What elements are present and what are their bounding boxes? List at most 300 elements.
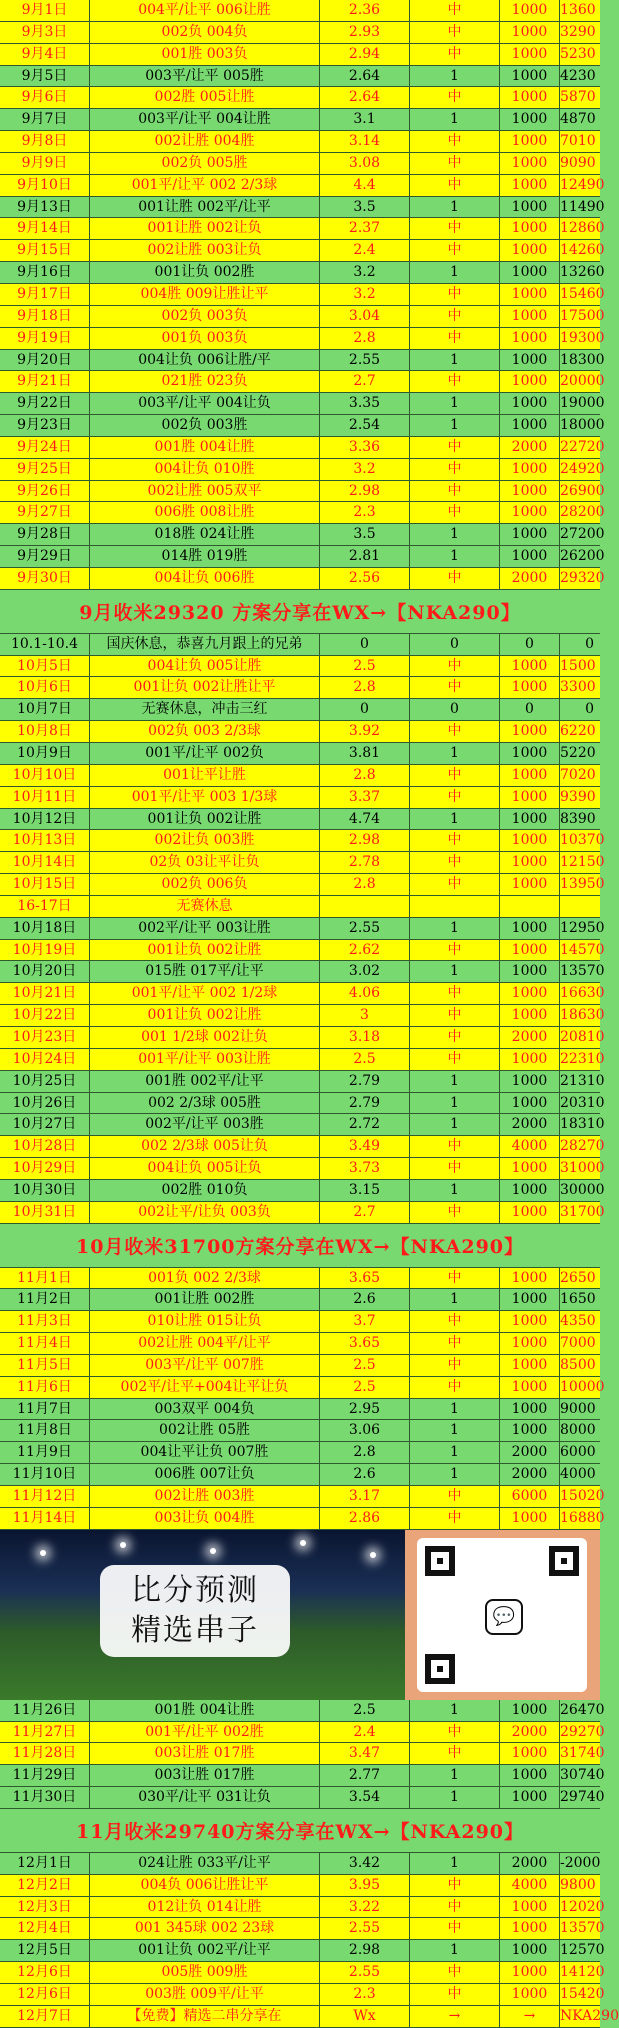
stake-cell: 1000: [500, 656, 560, 677]
odds-cell: 3.37: [320, 787, 410, 808]
table-row: [0, 1333, 600, 1355]
odds-cell: 3.54: [320, 1787, 410, 1808]
odds-cell: 3.49: [320, 1136, 410, 1157]
result-cell: 中: [410, 852, 500, 873]
table-row: [0, 524, 605, 546]
odds-cell: 2.81: [320, 546, 410, 567]
odds-cell: 3.5: [320, 524, 410, 545]
result-cell: 中: [410, 1311, 500, 1332]
balance-cell: 6220: [560, 723, 596, 740]
stake-cell: 1000: [500, 1787, 560, 1808]
balance-cell: 12020: [560, 1898, 605, 1915]
stake-cell: 1000: [500, 1355, 560, 1376]
result-cell: 中: [410, 328, 500, 349]
table-row: [0, 1114, 605, 1136]
table-row: [0, 1136, 605, 1158]
balance-cell: 5220: [560, 745, 596, 761]
picks-cell: 010让胜 015让负: [90, 1311, 320, 1332]
balance-cell: 9000: [560, 1400, 596, 1417]
stake-cell: 1000: [500, 961, 560, 982]
odds-cell: 2.4: [320, 240, 410, 261]
picks-cell: 001让负 002让胜让平: [90, 677, 320, 698]
picks-cell: 002让胜 05胜: [90, 1420, 320, 1441]
date-cell: 11月27日: [0, 1722, 90, 1743]
balance-cell: 15020: [560, 1488, 605, 1504]
result-cell: 中: [410, 1875, 500, 1896]
balance-cell: 7020: [560, 766, 596, 783]
table-row: [0, 1984, 605, 2006]
stake-cell: 1000: [500, 1940, 560, 1961]
qr-finder: [425, 1654, 455, 1684]
odds-cell: 3.81: [320, 743, 410, 764]
picks-cell: 002胜 005让胜: [90, 87, 320, 108]
table-row: [0, 677, 600, 699]
date-cell: 12月6日: [0, 1984, 90, 2005]
result-cell: 中: [410, 1377, 500, 1398]
result-cell: 中: [410, 874, 500, 895]
balance-cell: 13570: [560, 963, 605, 980]
stake-cell: 1000: [500, 787, 560, 808]
date-cell: 10月5日: [0, 656, 90, 677]
table-row: [0, 830, 605, 852]
picks-cell: 001胜 004让胜: [90, 437, 320, 458]
balance-cell: 19300: [560, 329, 605, 346]
picks-cell: 030平/让平 031让负: [90, 1787, 320, 1808]
balance-cell: 4230: [560, 67, 596, 84]
picks-cell: 004让平让负 007胜: [90, 1442, 320, 1463]
odds-cell: 2.54: [320, 415, 410, 436]
stake-cell: 1000: [500, 240, 560, 261]
stake-cell: 0: [500, 634, 560, 655]
picks-cell: 001让负 002让胜: [90, 1005, 320, 1026]
stake-cell: 1000: [500, 131, 560, 152]
picks-cell: 012让负 014让胜: [90, 1897, 320, 1918]
date-cell: 11月10日: [0, 1464, 90, 1485]
result-cell: 中: [410, 459, 500, 480]
date-cell: 10月28日: [0, 1136, 90, 1157]
table-row: [0, 1399, 600, 1421]
result-cell: 1: [410, 1093, 500, 1114]
result-cell: 中: [410, 131, 500, 152]
balance-cell: 3300: [560, 679, 596, 696]
balance-cell: 24920: [560, 460, 605, 477]
table-row: [0, 1700, 605, 1722]
picks-cell: 002让胜 003让负: [90, 240, 320, 261]
odds-cell: 2.98: [320, 481, 410, 502]
table-row: [0, 328, 605, 350]
stake-cell: 1000: [500, 1268, 560, 1289]
odds-cell: 2.55: [320, 350, 410, 371]
balance-cell: 29320: [560, 569, 605, 586]
odds-cell: 4.74: [320, 809, 410, 830]
picks-cell: 003平/让平 004让胜: [90, 109, 320, 130]
result-cell: 中: [410, 1049, 500, 1070]
date-cell: 11月29日: [0, 1765, 90, 1786]
stake-cell: 1000: [500, 153, 560, 174]
result-cell: 中: [410, 371, 500, 392]
odds-cell: 3.06: [320, 1420, 410, 1441]
date-cell: 12月4日: [0, 1918, 90, 1939]
balance-cell: 16630: [560, 985, 605, 1002]
stake-cell: 1000: [500, 940, 560, 961]
picks-cell: 003让负 004胜: [90, 1508, 320, 1529]
odds-cell: 2.56: [320, 568, 410, 589]
table-row: [0, 634, 600, 656]
stake-cell: 1000: [500, 677, 560, 698]
table-row: [0, 918, 605, 940]
odds-cell: 2.79: [320, 1093, 410, 1114]
date-cell: 9月21日: [0, 371, 90, 392]
odds-cell: 2.8: [320, 1442, 410, 1463]
picks-cell: 001让胜 002让负: [90, 218, 320, 239]
odds-cell: 2.3: [320, 502, 410, 523]
date-cell: 10月14日: [0, 852, 90, 873]
date-cell: 9月26日: [0, 481, 90, 502]
result-cell: 中: [410, 1136, 500, 1157]
odds-cell: 3.36: [320, 437, 410, 458]
table-row: [0, 1420, 600, 1442]
odds-cell: 2.8: [320, 765, 410, 786]
table-row: [0, 1311, 600, 1333]
date-cell: 10月29日: [0, 1158, 90, 1179]
table-row: [0, 1268, 600, 1290]
picks-cell: 002负 003 2/3球: [90, 721, 320, 742]
balance-cell: 14570: [560, 941, 605, 958]
table-row: [0, 1875, 600, 1897]
odds-cell: 2.8: [320, 874, 410, 895]
picks-cell: 001 1/2球 002让负: [90, 1027, 320, 1048]
date-cell: 10月25日: [0, 1071, 90, 1092]
result-cell: 中: [410, 437, 500, 458]
stake-cell: 1000: [500, 1918, 560, 1939]
september-table: [0, 0, 605, 590]
table-row: [0, 262, 605, 284]
date-cell: 11月28日: [0, 1743, 90, 1764]
balance-cell: 4350: [560, 1313, 596, 1330]
result-cell: 1: [410, 1289, 500, 1310]
odds-cell: 4.06: [320, 983, 410, 1004]
table-row: [0, 197, 605, 219]
result-cell: 中: [410, 1897, 500, 1918]
date-cell: 9月16日: [0, 262, 90, 283]
stake-cell: 1000: [500, 1399, 560, 1420]
table-row: [0, 546, 605, 568]
date-cell: 11月5日: [0, 1355, 90, 1376]
stake-cell: 1000: [500, 983, 560, 1004]
balance-cell: 14120: [560, 1964, 605, 1981]
balance-cell: 1360: [560, 2, 596, 18]
balance-cell: 1500: [560, 657, 596, 674]
odds-cell: 2.98: [320, 1940, 410, 1961]
picks-cell: 003让胜 017胜: [90, 1765, 320, 1786]
balance-cell: 13260: [560, 264, 605, 281]
result-cell: 1: [410, 1853, 500, 1874]
table-row: [0, 1071, 605, 1093]
picks-cell: 004让负 005让负: [90, 1158, 320, 1179]
odds-cell: 3.2: [320, 262, 410, 283]
picks-cell: 002平/让平+004让平让负: [90, 1377, 320, 1398]
table-row: [0, 306, 605, 328]
date-cell: 9月10日: [0, 175, 90, 196]
result-cell: 中: [410, 1027, 500, 1048]
date-cell: 9月30日: [0, 568, 90, 589]
result-cell: 中: [410, 284, 500, 305]
date-cell: 9月15日: [0, 240, 90, 261]
odds-cell: 2.79: [320, 1071, 410, 1092]
balance-cell: 22720: [560, 438, 605, 455]
balance-cell: 26900: [560, 482, 605, 499]
table-row: [0, 350, 605, 372]
stake-cell: 2000: [500, 1722, 560, 1743]
date-cell: 9月1日: [0, 0, 90, 21]
stake-cell: 1000: [500, 852, 560, 873]
balance-cell: 30740: [560, 1767, 605, 1784]
stake-cell: 1000: [500, 0, 560, 21]
balance-cell: [560, 896, 600, 917]
picks-cell: 001负 002 2/3球: [90, 1268, 320, 1289]
result-cell: 中: [410, 1268, 500, 1289]
date-cell: 9月17日: [0, 284, 90, 305]
date-cell: 11月7日: [0, 1399, 90, 1420]
date-cell: 10月30日: [0, 1180, 90, 1201]
result-cell: 中: [410, 240, 500, 261]
balance-cell: 10000: [560, 1378, 605, 1395]
picks-cell: 004让负 005让胜: [90, 656, 320, 677]
date-cell: 9月9日: [0, 153, 90, 174]
odds-cell: 2.55: [320, 1962, 410, 1983]
table-row: [0, 961, 605, 983]
picks-cell: 001让负 002让胜: [90, 940, 320, 961]
date-cell: 12月5日: [0, 1940, 90, 1961]
date-cell: 10月19日: [0, 940, 90, 961]
table-row: [0, 1940, 605, 1962]
date-cell: 9月4日: [0, 44, 90, 65]
picks-cell: 无赛休息: [90, 896, 320, 917]
odds-cell: 3.14: [320, 131, 410, 152]
october-summary: 10月收米31700方案分享在WX→【NKA290】: [0, 1224, 600, 1268]
date-cell: 11月14日: [0, 1508, 90, 1529]
result-cell: 中: [410, 568, 500, 589]
table-row: [0, 1765, 605, 1787]
picks-cell: 001让平让胜: [90, 765, 320, 786]
result-cell: 中: [410, 22, 500, 43]
result-cell: 1: [410, 546, 500, 567]
result-cell: 中: [410, 175, 500, 196]
table-row: [0, 66, 600, 88]
balance-cell: 9390: [560, 788, 596, 805]
result-cell: 1: [410, 262, 500, 283]
result-cell: 1: [410, 743, 500, 764]
picks-cell: 003胜 009平/让平: [90, 1984, 320, 2005]
stake-cell: 1000: [500, 415, 560, 436]
table-row: [0, 765, 600, 787]
result-cell: 中: [410, 44, 500, 65]
date-cell: 10月9日: [0, 743, 90, 764]
date-cell: 9月25日: [0, 459, 90, 480]
balance-cell: 22310: [560, 1050, 605, 1067]
stake-cell: 1000: [500, 284, 560, 305]
result-cell: 中: [410, 1722, 500, 1743]
table-row: [0, 437, 605, 459]
table-row: [0, 1049, 605, 1071]
table-row: [0, 371, 605, 393]
picks-cell: 004让负 006让胜/平: [90, 350, 320, 371]
balance-cell: 31700: [560, 1203, 605, 1220]
qr-code-panel[interactable]: [405, 1530, 600, 1700]
date-cell: 9月8日: [0, 131, 90, 152]
picks-cell: 无赛休息，冲击三红: [90, 699, 320, 720]
picks-cell: 002负 006负: [90, 874, 320, 895]
picks-cell: 005胜 009胜: [90, 1962, 320, 1983]
date-cell: 10月18日: [0, 918, 90, 939]
result-cell: 1: [410, 1442, 500, 1463]
result-cell: 中: [410, 87, 500, 108]
result-cell: 中: [410, 502, 500, 523]
odds-cell: 3.18: [320, 1027, 410, 1048]
balance-cell: 30000: [560, 1181, 605, 1198]
table-row: [0, 1005, 605, 1027]
balance-cell: 8000: [560, 1422, 596, 1439]
date-cell: 10月10日: [0, 765, 90, 786]
result-cell: 1: [410, 393, 500, 414]
balance-cell: 31000: [560, 1160, 605, 1177]
table-row: [0, 1377, 605, 1399]
stake-cell: 4000: [500, 1875, 560, 1896]
picks-cell: 014胜 019胜: [90, 546, 320, 567]
picks-cell: 003平/让平 007胜: [90, 1355, 320, 1376]
balance-cell: 11490: [560, 198, 605, 215]
odds-cell: 3.08: [320, 153, 410, 174]
balance-cell: 16880: [560, 1509, 605, 1526]
table-row: [0, 284, 605, 306]
date-cell: 9月13日: [0, 197, 90, 218]
date-cell: 10月21日: [0, 983, 90, 1004]
date-cell: 9月5日: [0, 66, 90, 87]
balance-cell: 29270: [560, 1723, 605, 1740]
stake-cell: 1000: [500, 546, 560, 567]
odds-cell: 2.36: [320, 0, 410, 21]
table-row: [0, 22, 600, 44]
table-row: [0, 1918, 605, 1940]
stake-cell: 1000: [500, 66, 560, 87]
balance-cell: 2650: [560, 1269, 596, 1286]
odds-cell: 3.73: [320, 1158, 410, 1179]
stake-cell: 1000: [500, 1700, 560, 1721]
table-row: [0, 1722, 605, 1744]
result-cell: [410, 896, 500, 917]
result-cell: 中: [410, 787, 500, 808]
balance-cell: 0: [585, 635, 594, 652]
stake-cell: 4000: [500, 1136, 560, 1157]
november-table-part1: [0, 1268, 605, 1530]
qr-code[interactable]: [417, 1538, 587, 1692]
picks-cell: 001平/让平 002胜: [90, 1722, 320, 1743]
stake-cell: 2000: [500, 1442, 560, 1463]
table-row: [0, 415, 605, 437]
balance-cell: NKA290: [560, 2007, 619, 2024]
picks-cell: 001平/让平 003让胜: [90, 1049, 320, 1070]
date-cell: 12月2日: [0, 1875, 90, 1896]
picks-cell: 002 2/3球 005让负: [90, 1136, 320, 1157]
balance-cell: 26200: [560, 548, 605, 565]
date-cell: 10月26日: [0, 1093, 90, 1114]
banner-line-2: 精选串子: [131, 1612, 259, 1648]
table-row: [0, 1442, 600, 1464]
stake-cell: 2000: [500, 1853, 560, 1874]
date-cell: 9月29日: [0, 546, 90, 567]
balance-cell: 0: [585, 701, 594, 718]
result-cell: 中: [410, 830, 500, 851]
balance-cell: 19000: [560, 395, 605, 412]
picks-cell: 001让胜 002平/让平: [90, 197, 320, 218]
date-cell: 10月8日: [0, 721, 90, 742]
stake-cell: 1000: [500, 1984, 560, 2005]
result-cell: 1: [410, 1420, 500, 1441]
stake-cell: 1000: [500, 918, 560, 939]
picks-cell: 002平/让平 003胜: [90, 1114, 320, 1135]
result-cell: 中: [410, 1984, 500, 2005]
stake-cell: 1000: [500, 262, 560, 283]
stake-cell: 1000: [500, 481, 560, 502]
table-row: [0, 0, 600, 22]
stake-cell: 1000: [500, 874, 560, 895]
picks-cell: 001胜 002平/让平: [90, 1071, 320, 1092]
balance-cell: -2000: [560, 1854, 601, 1871]
result-cell: 中: [410, 940, 500, 961]
result-cell: 中: [410, 1918, 500, 1939]
odds-cell: 0: [320, 634, 410, 655]
stake-cell: 6000: [500, 1486, 560, 1507]
picks-cell: 004平/让平 006让胜: [90, 0, 320, 21]
balance-cell: 12950: [560, 919, 605, 936]
result-cell: 中: [410, 1158, 500, 1179]
table-row: [0, 109, 600, 131]
result-cell: 1: [410, 350, 500, 371]
balance-cell: 9800: [560, 1876, 596, 1893]
odds-cell: 3.35: [320, 393, 410, 414]
table-row: [0, 481, 605, 503]
result-cell: 中: [410, 0, 500, 21]
balance-cell: 18000: [560, 417, 605, 434]
odds-cell: 0: [320, 699, 410, 720]
odds-cell: 2.7: [320, 1202, 410, 1223]
date-cell: 10月20日: [0, 961, 90, 982]
date-cell: 10月23日: [0, 1027, 90, 1048]
odds-cell: 2.4: [320, 1722, 410, 1743]
table-row: [0, 393, 605, 415]
table-row: [0, 1743, 605, 1765]
balance-cell: 12490: [560, 176, 605, 193]
date-cell: 10月6日: [0, 677, 90, 698]
result-cell: 1: [410, 1071, 500, 1092]
balance-cell: 6000: [560, 1444, 596, 1461]
stake-cell: 1000: [500, 328, 560, 349]
odds-cell: 3: [320, 1005, 410, 1026]
balance-cell: 20000: [560, 373, 605, 390]
result-cell: 1: [410, 415, 500, 436]
odds-cell: 2.8: [320, 328, 410, 349]
odds-cell: 3.04: [320, 306, 410, 327]
promo-banner: [0, 1530, 600, 1700]
december-table: [0, 1853, 619, 2028]
balance-cell: 15420: [560, 1985, 605, 2002]
date-cell: 12月3日: [0, 1897, 90, 1918]
balance-cell: 18630: [560, 1007, 605, 1024]
stake-cell: 2000: [500, 568, 560, 589]
result-cell: 0: [410, 699, 500, 720]
date-cell: 9月28日: [0, 524, 90, 545]
odds-cell: 3.7: [320, 1311, 410, 1332]
